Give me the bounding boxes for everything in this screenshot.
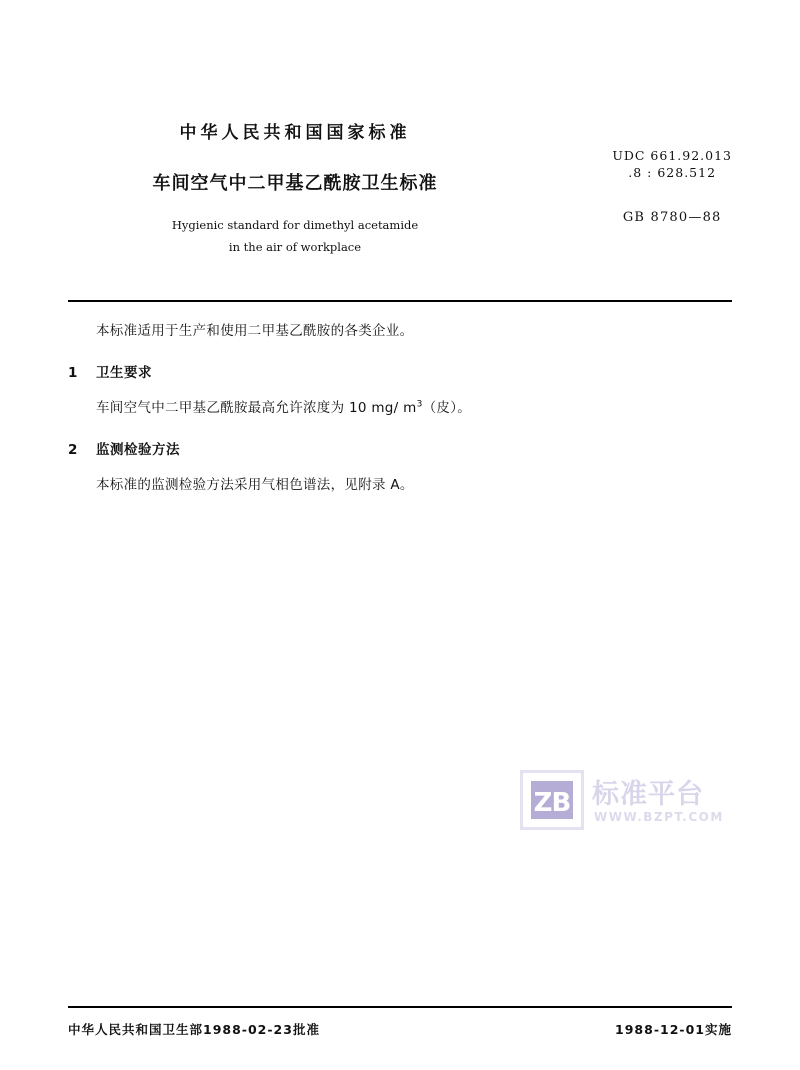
section-body-2-prefix: 本标准的监测检验方法采用气相色谱法，见附录 A。 xyxy=(96,476,414,493)
section-number-1: 1 xyxy=(68,364,78,381)
section-body-1-prefix: 车间空气中二甲基乙酰胺最高允许浓度为 10 mg/ m xyxy=(96,399,417,416)
section-body-1 xyxy=(68,397,732,420)
section-title-2: 监测检验方法 xyxy=(96,441,180,458)
standard-title-en-line2: in the air of workplace xyxy=(228,239,362,254)
section-body-1-suffix: （皮）。 xyxy=(422,399,472,416)
section-title-1: 卫生要求 xyxy=(96,364,152,381)
section-heading-1 xyxy=(68,361,732,381)
watermark-badge-label: ZB xyxy=(531,781,573,819)
standard-codes xyxy=(612,148,732,225)
document-body xyxy=(68,320,732,515)
header-divider xyxy=(68,300,732,302)
document-footer xyxy=(68,1020,732,1038)
watermark-url: WWW.BZPT.COM xyxy=(594,810,724,824)
scope-paragraph: 本标准适用于生产和使用二甲基乙酰胺的各类企业。 xyxy=(96,323,414,339)
issuing-organization: 中华人民共和国国家标准 xyxy=(179,123,411,143)
footer-approval: 中华人民共和国卫生部1988-02-23批准 xyxy=(68,1022,320,1037)
watermark xyxy=(520,770,735,840)
standard-title-en-line1: Hygienic standard for dimethyl acetamide xyxy=(171,218,419,232)
standard-title-cn: 车间空气中二甲基乙酰胺卫生标准 xyxy=(152,173,438,194)
watermark-badge-icon xyxy=(520,770,584,830)
udc-code-line2: .8 : 628.512 xyxy=(628,165,717,180)
udc-code-line1: UDC 661.92.013 xyxy=(612,148,732,163)
watermark-text: 标准平台 xyxy=(592,779,704,810)
footer-effective-date: 1988-12-01实施 xyxy=(615,1022,732,1037)
standard-number: GB 8780—88 xyxy=(622,210,722,225)
section-body-1-sup: 3 xyxy=(416,399,423,410)
section-number-2: 2 xyxy=(68,441,78,458)
section-body-2 xyxy=(68,474,732,497)
section-heading-2 xyxy=(68,438,732,458)
footer-divider xyxy=(68,1006,732,1008)
